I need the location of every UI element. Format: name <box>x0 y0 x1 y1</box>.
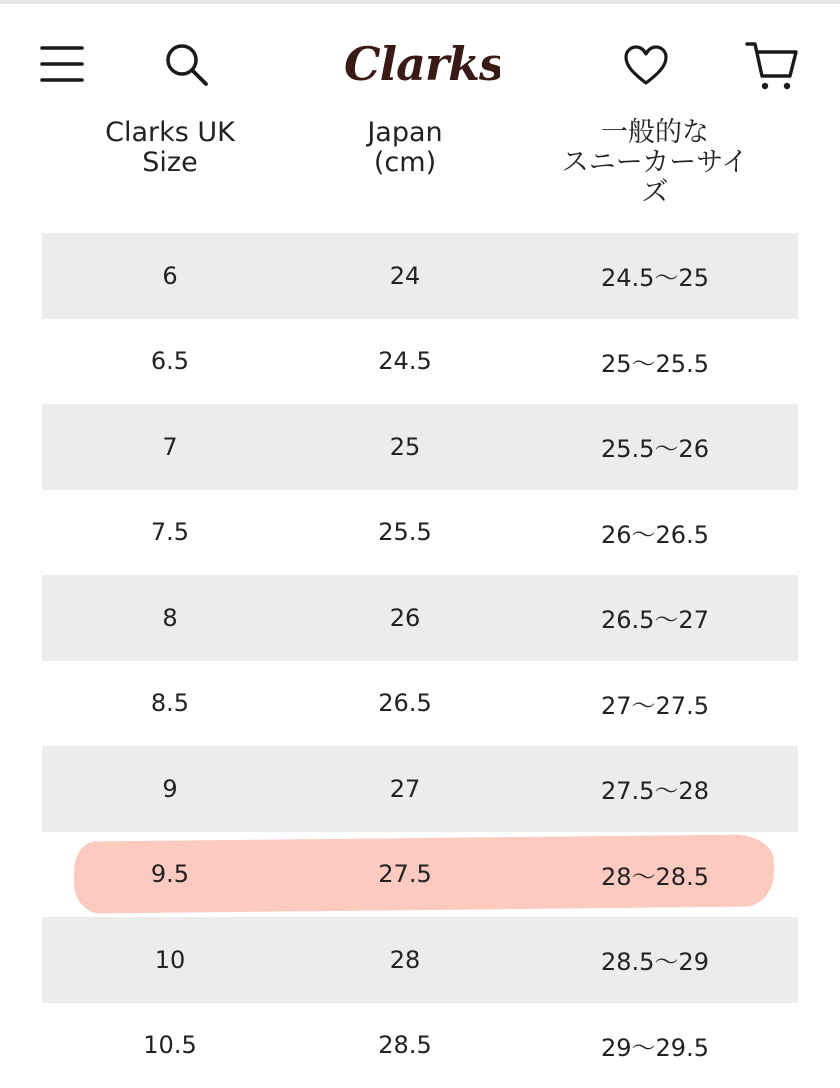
table-row <box>42 661 798 747</box>
cell-sneaker-size: 25〜25.5 <box>532 319 778 405</box>
cell-sneaker-size: 27.5〜28 <box>532 746 778 832</box>
cell-japan-size: 27 <box>298 746 512 832</box>
cell-sneaker-size: 28〜28.5 <box>532 832 778 918</box>
cell-japan-size: 25.5 <box>298 490 512 576</box>
cell-japan-size: 24.5 <box>298 319 512 405</box>
cell-uk-size: 6 <box>42 233 298 319</box>
clarks-logo[interactable] <box>340 32 500 96</box>
cell-sneaker-size: 28.5〜29 <box>532 917 778 1003</box>
cart-button[interactable] <box>740 34 804 98</box>
cell-sneaker-size: 26〜26.5 <box>532 490 778 576</box>
table-row <box>42 575 798 661</box>
cell-uk-size: 10 <box>42 917 298 1003</box>
cell-uk-size: 7 <box>42 404 298 490</box>
size-table <box>42 233 798 1088</box>
cell-uk-size: 7.5 <box>42 490 298 576</box>
cell-sneaker-size: 25.5〜26 <box>532 404 778 490</box>
search-button[interactable] <box>160 38 214 92</box>
menu-button[interactable] <box>36 38 88 90</box>
site-header <box>0 4 840 114</box>
cell-japan-size: 24 <box>298 233 512 319</box>
cell-japan-size: 28.5 <box>298 1003 512 1088</box>
cell-sneaker-size: 24.5〜25 <box>532 233 778 319</box>
cell-japan-size: 26 <box>298 575 512 661</box>
table-row-highlighted <box>42 832 798 918</box>
header-japan-cm: Japan (cm) <box>298 118 512 178</box>
logo-text: Clarks <box>344 37 500 91</box>
menu-icon <box>40 44 84 84</box>
cell-japan-size: 25 <box>298 404 512 490</box>
table-row <box>42 1003 798 1088</box>
cell-japan-size: 28 <box>298 917 512 1003</box>
table-row <box>42 917 798 1003</box>
search-icon <box>164 42 210 88</box>
cell-uk-size: 8 <box>42 575 298 661</box>
heart-icon <box>623 45 669 87</box>
cell-japan-size: 26.5 <box>298 661 512 747</box>
cell-japan-size: 27.5 <box>298 832 512 918</box>
cell-uk-size: 9.5 <box>42 832 298 918</box>
cell-uk-size: 9 <box>42 746 298 832</box>
table-row <box>42 746 798 832</box>
cell-sneaker-size: 26.5〜27 <box>532 575 778 661</box>
table-row <box>42 319 798 405</box>
table-row <box>42 233 798 319</box>
cart-icon <box>744 38 800 94</box>
cell-uk-size: 8.5 <box>42 661 298 747</box>
header-sneaker-size: 一般的な スニーカーサイ ズ <box>532 118 778 208</box>
table-row <box>42 404 798 490</box>
cell-sneaker-size: 29〜29.5 <box>532 1003 778 1088</box>
cell-uk-size: 10.5 <box>42 1003 298 1088</box>
wishlist-button[interactable] <box>618 38 674 94</box>
size-table-header <box>42 118 798 218</box>
cell-sneaker-size: 27〜27.5 <box>532 661 778 747</box>
cell-uk-size: 6.5 <box>42 319 298 405</box>
header-clarks-uk-size: Clarks UK Size <box>42 118 298 178</box>
table-row <box>42 490 798 576</box>
